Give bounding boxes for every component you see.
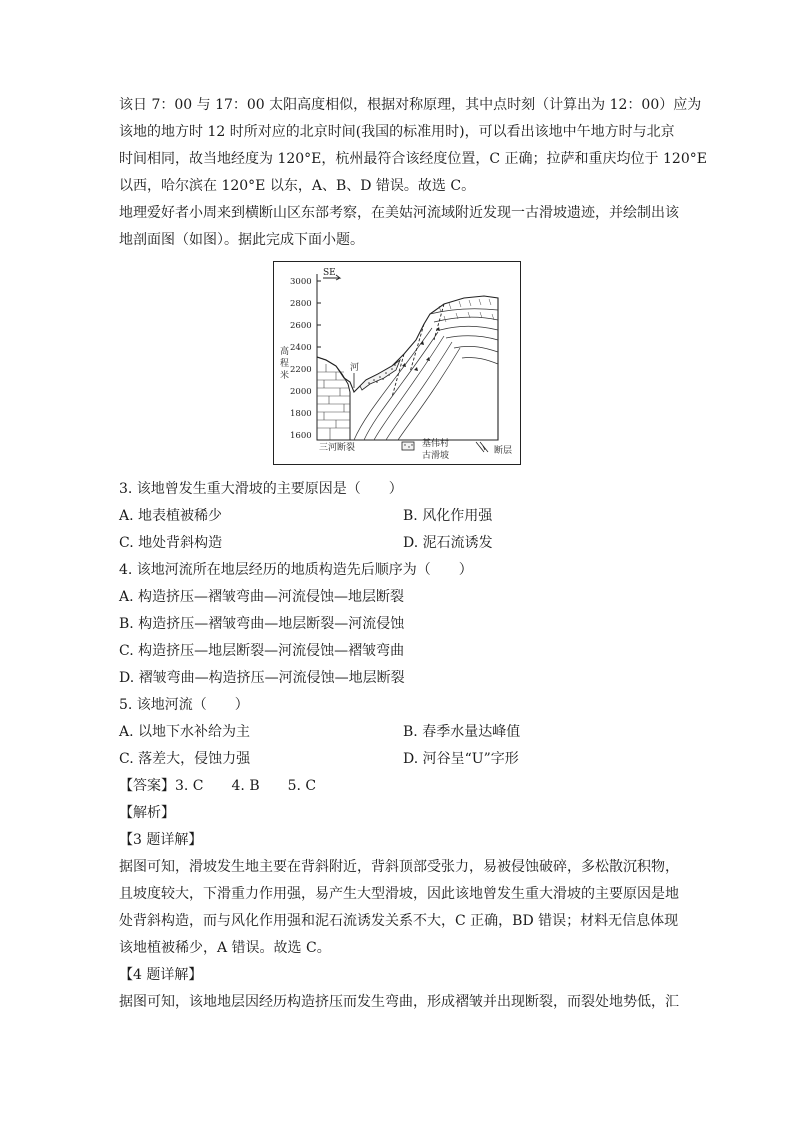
q3-option-c: C. 地处背斜构造 [119, 535, 223, 551]
q3-stem: 3. 该地曾发生重大滑坡的主要原因是（ ） [119, 481, 403, 497]
intro-line-4: 以西，哈尔滨在 120°E 以东，A、B、D 错误。故选 C。 [119, 178, 476, 194]
q4-stem: 4. 该地河流所在地层经历的地质构造先后顺序为（ ） [119, 562, 473, 578]
direction-label: SE [323, 268, 336, 278]
q4-option-a: A. 构造挤压—褶皱弯曲—河流侵蚀—地层断裂 [119, 589, 405, 605]
q5-option-b: B. 春季水量达峰值 [403, 724, 521, 740]
q4-detail-line-1: 据图可知，该地地层因经历构造挤压而发生弯曲，形成褶皱并出现断裂，而裂处地势低，汇 [119, 994, 679, 1010]
legend-landslide-swatch [402, 442, 414, 450]
cross-section-diagram [274, 262, 520, 464]
answer-line: 【答案】3. C 4. B 5. C [119, 778, 317, 794]
q5-option-d: D. 河谷呈“U”字形 [403, 751, 519, 767]
q3-detail-line-3: 处背斜构造，而与风化作用强和泥石流诱发关系不大，C 正确，BD 错误；材料无信息体现 [119, 913, 679, 929]
cross-section-figure [273, 261, 521, 465]
legend-landslide-label-line1: 基伟村 [422, 439, 450, 449]
y-tick-label: 3000 [290, 277, 312, 287]
y-tick-label: 1800 [290, 409, 312, 419]
q4-option-b: B. 构造挤压—褶皱弯曲—地层断裂—河流侵蚀 [119, 616, 405, 632]
legend-fault-symbol-icon [476, 442, 488, 452]
q4-detail-heading: 【4 题详解】 [119, 967, 203, 983]
y-axis-label-char: 程 [280, 359, 290, 369]
legend-fault-name: 三河断裂 [319, 443, 356, 453]
intro-line-2: 该地的地方时 12 时所对应的北京时间(我国的标准用时)，可以看出该地中午地方时与北京 [119, 124, 675, 140]
y-axis-label-char: 米 [280, 371, 290, 381]
q4-option-c: C. 构造挤压—地层断裂—河流侵蚀—褶皱弯曲 [119, 643, 405, 659]
q5-option-a: A. 以地下水补给为主 [119, 724, 251, 740]
y-axis-label-char: 高 [280, 347, 290, 357]
analysis-heading: 【解析】 [119, 805, 175, 821]
left-rock-block [317, 357, 350, 440]
y-tick-label: 2400 [290, 343, 312, 353]
y-tick-label: 2800 [290, 299, 312, 309]
y-tick-label: 2000 [290, 387, 312, 397]
q3-detail-line-1: 据图可知，滑坡发生地主要在背斜附近，背斜顶部受张力，易被侵蚀破碎，多松散沉积物， [119, 859, 679, 875]
q3-option-d: D. 泥石流诱发 [403, 535, 493, 551]
q4-option-d: D. 褶皱弯曲—构造挤压—河流侵蚀—地层断裂 [119, 670, 405, 686]
ancient-landslide-deposit [360, 360, 400, 390]
q3-option-a: A. 地表植被稀少 [119, 508, 223, 524]
q3-detail-line-4: 该地植被稀少，A 错误。故选 C。 [119, 940, 331, 956]
intro-line-6: 地剖面图（如图）。据此完成下面小题。 [119, 232, 364, 248]
y-tick-label: 1600 [290, 431, 312, 441]
river-label: 河 [350, 363, 360, 373]
q5-stem: 5. 该地河流（ ） [119, 697, 249, 713]
legend-landslide-label-line2: 古滑坡 [422, 451, 450, 461]
q5-option-c: C. 落差大，侵蚀力强 [119, 751, 251, 767]
fault-lines [392, 304, 444, 397]
folded-strata [354, 309, 498, 440]
intro-line-5: 地理爱好者小周来到横断山区东部考察，在美姑河流域附近发现一古滑坡遗迹，并绘制出该 [119, 205, 679, 221]
y-tick-label: 2200 [290, 365, 312, 375]
q3-option-b: B. 风化作用强 [403, 508, 493, 524]
q3-detail-heading: 【3 题详解】 [119, 832, 203, 848]
legend-fault-label: 断层 [494, 446, 513, 456]
q3-detail-line-2: 且坡度较大，下滑重力作用强，易产生大型滑坡，因此该地曾发生重大滑坡的主要原因是地 [119, 886, 679, 902]
intro-line-3: 时间相同，故当地经度为 120°E，杭州最符合该经度位置，C 正确；拉萨和重庆均位于 120°E [119, 151, 707, 167]
y-tick-label: 2600 [290, 321, 312, 331]
intro-line-1: 该日 7：00 与 17：00 太阳高度相似，根据对称原理，其中点时刻（计算出为 12：00）应为 [119, 97, 702, 113]
